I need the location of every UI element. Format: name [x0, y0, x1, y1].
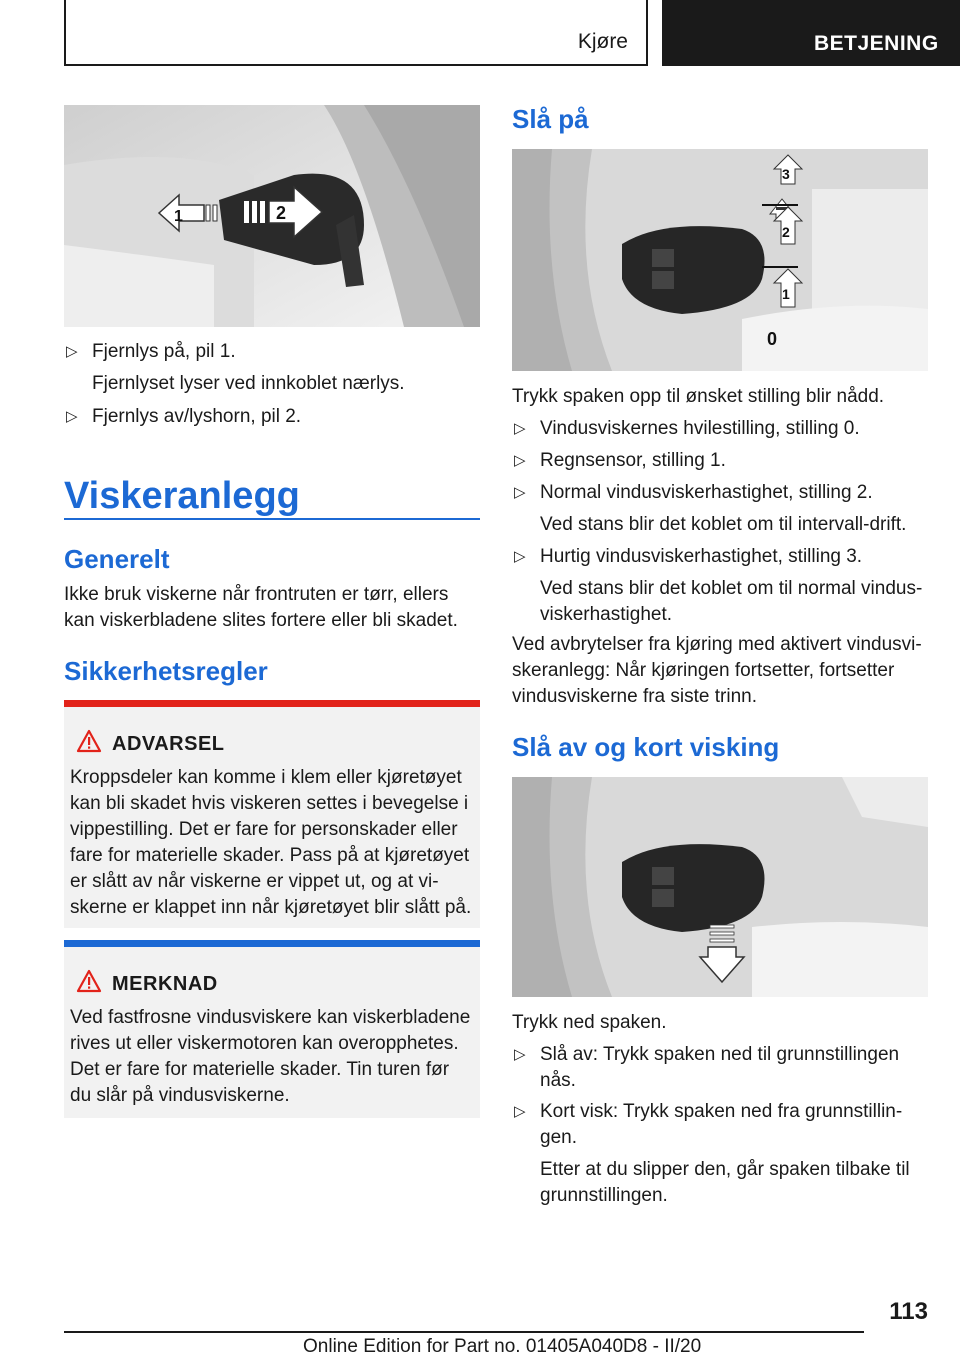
- arrow-1-label: 1: [174, 208, 183, 225]
- note-box: [64, 940, 480, 1118]
- triangle-bullet-icon: ▷: [66, 408, 78, 425]
- note-body: Ved fastfrosne vindusviskere kan viskerbladene rives ut eller viskermotoren kan overopphetes. Det er fare for materielle skader. Tin turen før du slår på vindusviskerne.: [70, 1007, 471, 1106]
- list-item: [64, 339, 480, 397]
- high-beam-illustration: [64, 105, 480, 327]
- subheading-switch-on: Slå på: [512, 104, 589, 134]
- triangle-bullet-icon: ▷: [514, 1046, 526, 1063]
- header-section-box: [64, 0, 648, 66]
- interruption-paragraph: Ved avbrytelser fra kjøring med aktivert vindusviskeranlegg: Når kjøringen fortsetter, fortsetter vindusviskerne fra siste trinn.: [512, 634, 922, 707]
- bullet-text: Kort visk: Trykk spaken ned fra grunnstillingen.: [540, 1101, 903, 1148]
- section-heading: Viskeranlegg: [64, 475, 300, 517]
- switch-off-intro: Trykk ned spaken.: [512, 1012, 667, 1033]
- figure-high-beam-lever: [64, 105, 480, 327]
- triangle-bullet-icon: ▷: [514, 548, 526, 565]
- notice-triangle-icon: [76, 969, 102, 993]
- subheading-safety: Sikkerhetsregler: [64, 656, 268, 686]
- list-item: [512, 416, 928, 442]
- arrow-2-label: 2: [276, 203, 287, 223]
- bullet-subtext: Ved stans blir det koblet om til intervall-drift.: [540, 514, 907, 535]
- subheading-general: Generelt: [64, 544, 170, 574]
- subheading-switch-off: Slå av og kort visking: [512, 732, 780, 762]
- list-item: [512, 544, 928, 628]
- list-item: [512, 448, 928, 474]
- warning-title: ADVARSEL: [112, 733, 225, 755]
- bullet-text: Hurtig vindusviskerhastighet, stilling 3.: [540, 546, 863, 567]
- header-chapter: BETJENING: [814, 32, 939, 55]
- wiper-down-illustration: [512, 777, 928, 997]
- list-item: [64, 404, 480, 430]
- header-section: Kjøre: [577, 30, 628, 53]
- wiper-up-illustration: [512, 149, 928, 371]
- bullet-text: Vindusviskernes hvilestilling, stilling 0.: [540, 418, 860, 439]
- triangle-bullet-icon: ▷: [514, 420, 526, 437]
- header-chapter-box: [662, 0, 960, 66]
- general-paragraph: Ikke bruk viskerne når frontruten er tørr, ellers kan viskerbladene slites fortere eller bli skadet.: [64, 584, 458, 631]
- triangle-bullet-icon: ▷: [514, 484, 526, 501]
- page-number: 113: [889, 1298, 928, 1325]
- position-3-label: 3: [782, 166, 790, 182]
- triangle-bullet-icon: ▷: [514, 452, 526, 469]
- bullet-subtext: Etter at du slipper den, går spaken tilbake til grunnstillingen.: [540, 1159, 910, 1206]
- bullet-text: Fjernlys av/lyshorn, pil 2.: [92, 406, 302, 427]
- figure-wiper-up: [512, 149, 928, 371]
- triangle-bullet-icon: ▷: [514, 1103, 526, 1120]
- bullet-subtext: Ved stans blir det koblet om til normal vindusviskerhastighet.: [540, 578, 923, 625]
- position-0-label: 0: [767, 329, 778, 349]
- triangle-bullet-icon: ▷: [66, 343, 78, 360]
- warning-body: Kroppsdeler kan komme i klem eller kjøretøyet kan bli skadet hvis viskeren settes i bevegelse i vippestilling. Det er fare for personskader eller fare for materielle skader. Pass på at kjøretøyet er slått av når viskerne er vippet ut, og at viskerne er klappet inn når kjøretøyet blir slått på.: [70, 767, 472, 918]
- list-item: [512, 480, 928, 538]
- list-item: [512, 1099, 928, 1209]
- bullet-text: Normal vindusviskerhastighet, stilling 2.: [540, 482, 873, 503]
- list-item: [512, 1042, 928, 1094]
- footer-divider: [64, 1331, 864, 1333]
- heading-divider: [64, 518, 480, 520]
- note-title: MERKNAD: [112, 973, 218, 995]
- warning-triangle-icon: [76, 729, 102, 753]
- footer-edition: Online Edition for Part no. 01405A040D8 - II/20: [303, 1336, 702, 1357]
- bullet-text: Slå av: Trykk spaken ned til grunnstillingen nås.: [540, 1044, 900, 1091]
- bullet-text: Fjernlys på, pil 1.: [92, 341, 236, 362]
- bullet-text: Regnsensor, stilling 1.: [540, 450, 726, 471]
- position-2-label: 2: [782, 224, 790, 240]
- switch-on-intro: Trykk spaken opp til ønsket stilling blir nådd.: [512, 386, 885, 407]
- position-1-label: 1: [782, 286, 790, 302]
- warning-box: [64, 700, 480, 928]
- bullet-subtext: Fjernlyset lyser ved innkoblet nærlys.: [92, 373, 405, 394]
- figure-wiper-down: [512, 777, 928, 997]
